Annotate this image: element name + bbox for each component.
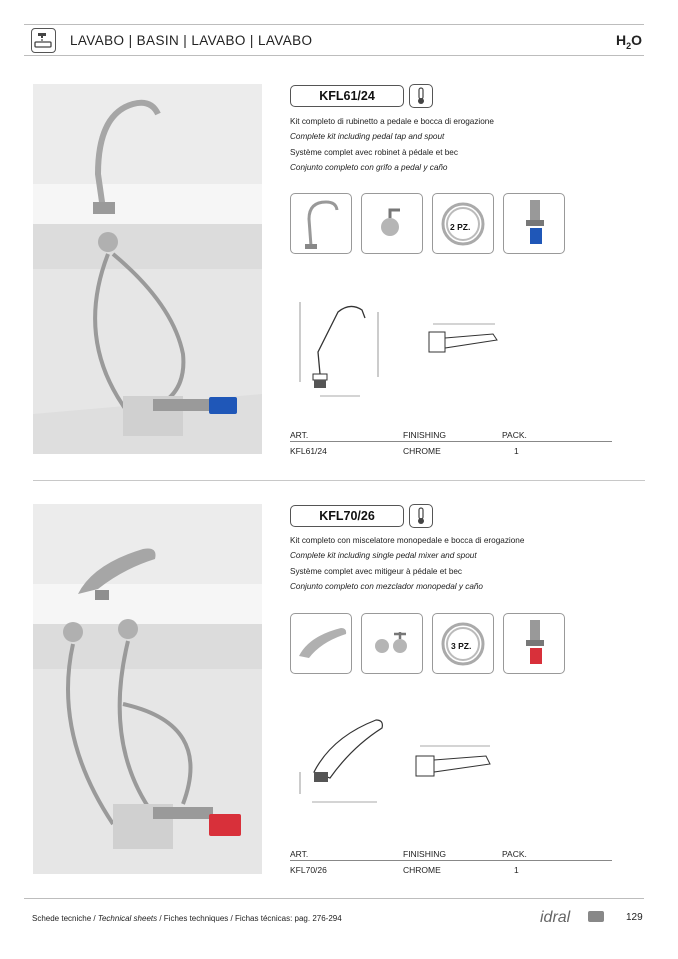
brand-logo xyxy=(538,906,610,928)
thumb-valves xyxy=(361,613,423,674)
basin-tap-icon xyxy=(31,28,56,53)
pieces-label-kfl70: 3 PZ. xyxy=(451,641,472,651)
thermometer-icon xyxy=(409,84,433,108)
pedal-mark xyxy=(209,814,241,836)
product-photo-kfl70 xyxy=(33,504,262,874)
pedal-mark xyxy=(209,397,237,414)
h2o-badge: $H_2O$ xyxy=(615,32,642,51)
svg-text:idral: idral xyxy=(540,909,571,926)
thumb-spout-mixer xyxy=(290,613,352,674)
pedal-swatch xyxy=(530,228,542,244)
technical-drawing-kfl61 xyxy=(290,292,390,402)
page-number: 129 xyxy=(626,912,643,923)
product-code-kfl70: KFL70/26 xyxy=(290,505,404,527)
thumb-pedal-blue xyxy=(503,193,565,254)
footer-divider xyxy=(24,898,644,899)
product-description-kfl61: Kit completo di rubinetto a pedale e bocca di erogazione Complete kit including pedal tap and spout Système complet avec robinet à pédale et bec Conjunto completo con grifo a pedal y caño xyxy=(290,117,494,172)
section-divider xyxy=(33,480,645,481)
footer-reference: Schede tecniche / Technical sheets / Fiches techniques / Fichas técnicas: pag. 276-294 xyxy=(32,914,342,923)
product-photo-kfl61 xyxy=(33,84,262,454)
thermometer-icon xyxy=(409,504,433,528)
pedal-drawing-kfl61 xyxy=(415,318,510,363)
pedal-swatch xyxy=(530,648,542,664)
page-title: LAVABO | BASIN | LAVABO | LAVABO xyxy=(70,33,313,48)
pieces-label-kfl61: 2 PZ. xyxy=(450,222,471,232)
thumb-valve xyxy=(361,193,423,254)
pedal-drawing-kfl70 xyxy=(402,742,497,787)
technical-drawing-kfl70 xyxy=(292,712,392,807)
product-description-kfl70: Kit completo con miscelatore monopedale e bocca di erogazione Complete kit including single pedal mixer and spout Système complet avec mitigeur à pédale et bec Conjunto completo con mezclador monopedal y caño xyxy=(290,536,525,591)
thumb-pedal-red xyxy=(503,613,565,674)
thumb-spout xyxy=(290,193,352,254)
page-header xyxy=(24,24,644,56)
product-code-kfl61: KFL61/24 xyxy=(290,85,404,107)
